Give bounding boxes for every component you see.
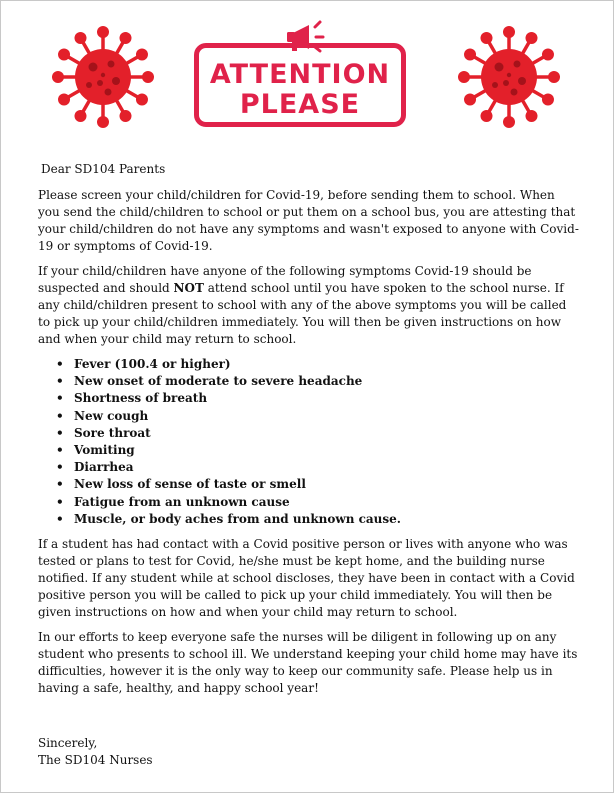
paragraph-symptoms-intro — [38, 263, 580, 348]
list-item: • Diarrhea — [74, 459, 580, 476]
emphasis-not: NOT — [173, 281, 204, 295]
list-item: • New cough — [74, 408, 580, 425]
letter-body — [38, 161, 580, 769]
signature: The SD104 Nurses — [38, 753, 153, 768]
paragraph-screening: Please screen your child/children for Covid-19, before sending them to school. When you send the child/children to school or put them on a school bus, you are attesting that your child/children do not have any symptoms and wasn't exposed to anyone with Covid-19 or symptoms of Covid-19. — [38, 188, 579, 253]
list-item: • New onset of moderate to severe headache — [74, 373, 580, 390]
list-item: • Muscle, or body aches from and unknown cause. — [74, 511, 580, 528]
symptom-list — [38, 356, 580, 528]
list-item: • Sore throat — [74, 425, 580, 442]
signoff — [38, 735, 580, 769]
paragraph-contact: If a student has had contact with a Covid positive person or lives with anyone who was tested or plans to test for Covid, he/she must be kept home, and the building nurse notified. If any student while at school discloses, they have been in contact with a Covid positive person you will be called to pick up your child immediately. You will then be given instructions on how and when your child may return to school. — [38, 537, 575, 620]
paragraph-text: If your child/children have anyone of the following symptoms Covid-19 should be suspected and should — [38, 264, 532, 295]
paragraph-text: attend school until you have spoken to the school nurse. If any child/children present to school with any of the above symptoms you will be called to pick up your child/children immediately. You will then be given instructions on how and when your child may return to school. — [38, 281, 567, 346]
greeting: Dear SD104 Parents — [41, 162, 166, 176]
closing-salutation: Sincerely, — [38, 736, 98, 751]
list-item: • New loss of sense of taste or smell — [74, 476, 580, 493]
list-item: • Vomiting — [74, 442, 580, 459]
virus-icon — [455, 23, 563, 131]
attention-banner — [189, 11, 421, 133]
list-item: • Fever (100.4 or higher) — [74, 356, 580, 373]
banner-title-line2: PLEASE — [239, 89, 361, 120]
virus-icon — [49, 23, 157, 131]
paragraph-closing: In our efforts to keep everyone safe the nurses will be diligent in following up on any student who presents to school ill. We understand keeping your child home may have its difficulties, however it is the only way to keep our community safe. Please help us in having a safe, healthy, and happy school year! — [38, 630, 578, 696]
list-item: • Shortness of breath — [74, 390, 580, 407]
list-item: • Fatigue from an unknown cause — [74, 494, 580, 511]
banner-title-line1: ATTENTION — [209, 59, 391, 90]
